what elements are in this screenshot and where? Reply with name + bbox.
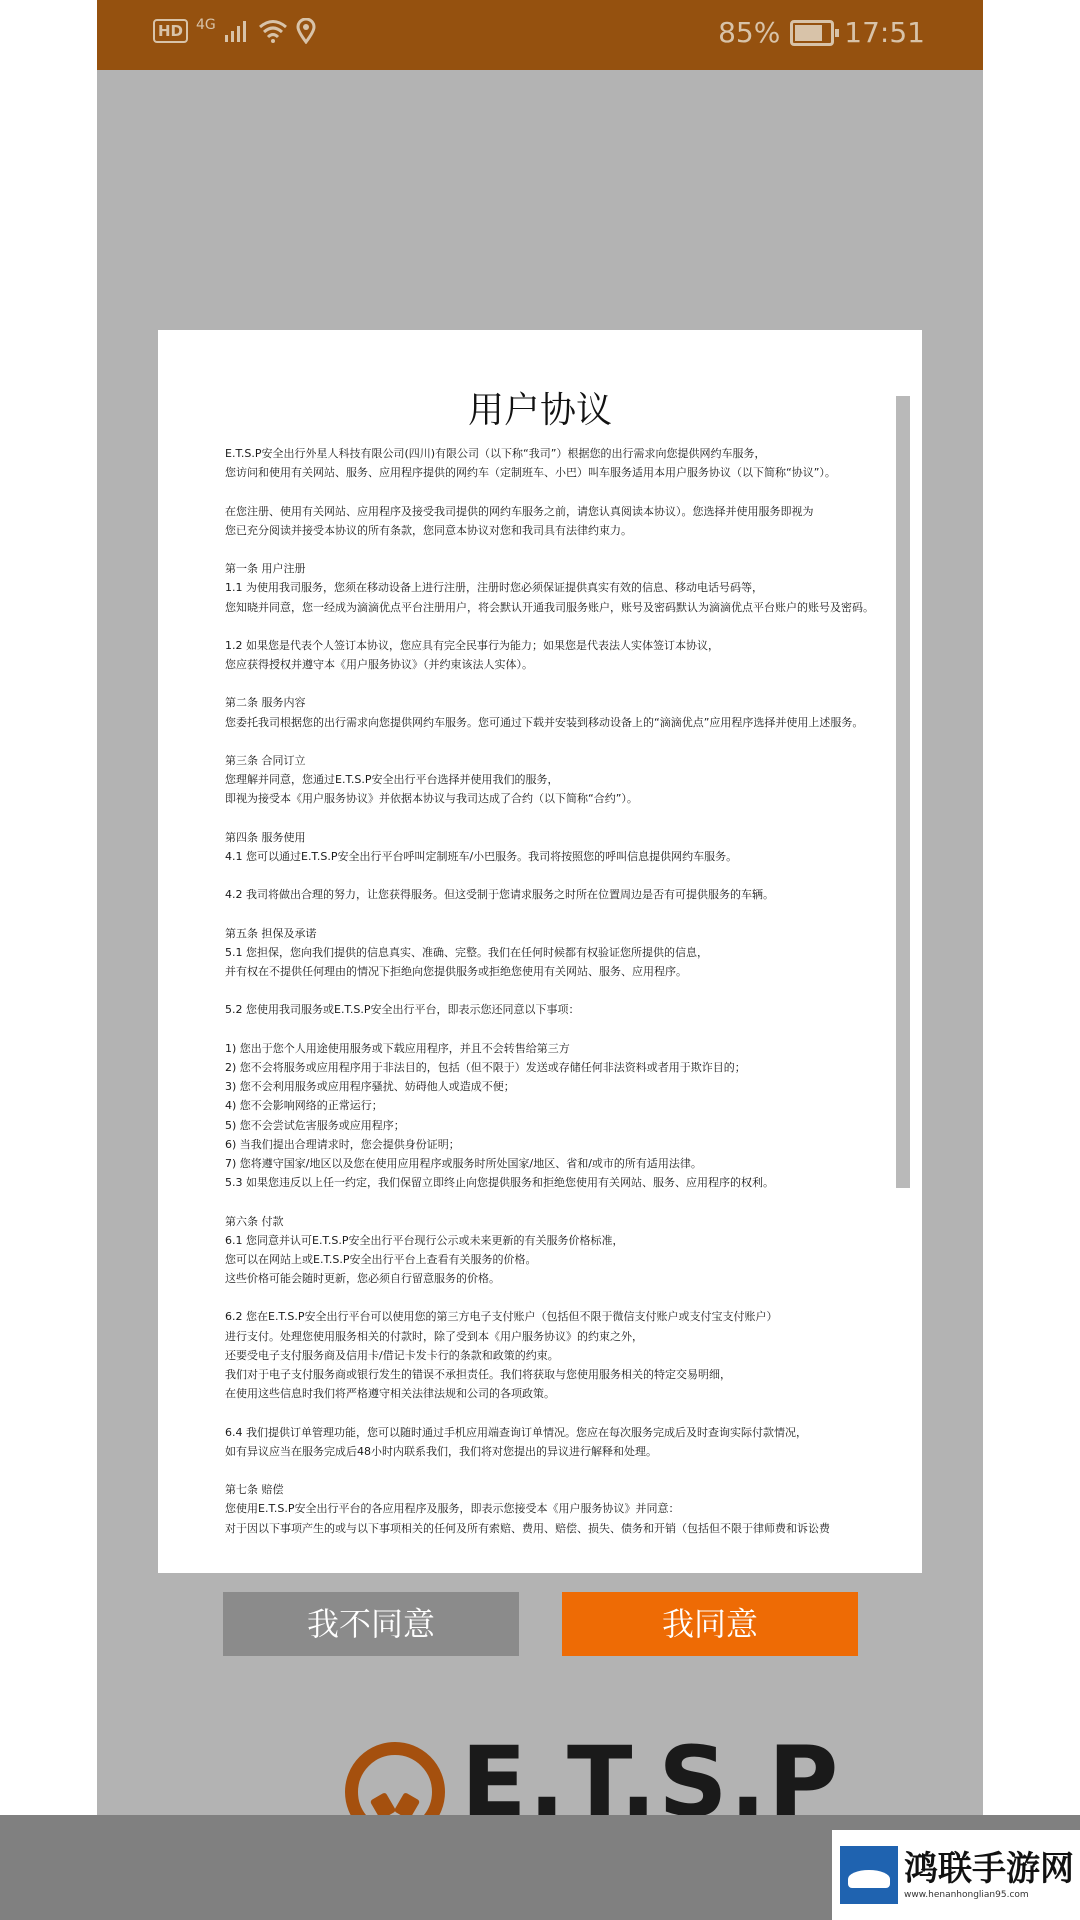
watermark-logo-icon	[840, 1846, 898, 1904]
agreement-line: 4.2 我司将做出合理的努力，让您获得服务。但这受制于您请求服务之时所在位置周边是否有可提供服务的车辆。	[225, 888, 774, 902]
agreement-line	[225, 540, 875, 559]
battery-percent: 85%	[718, 16, 781, 49]
disagree-button[interactable]: 我不同意	[223, 1592, 519, 1656]
agreement-line	[225, 732, 875, 751]
agreement-line	[225, 674, 875, 693]
watermark	[832, 1830, 1080, 1920]
agreement-line: 1) 您出于您个人用途使用服务或下载应用程序，并且不会转售给第三方	[225, 1041, 570, 1055]
agreement-line: 5.1 您担保，您向我们提供的信息真实、准确、完整。我们在任何时候都有权验证您所提供的信息，	[225, 945, 708, 959]
agreement-line: 7) 您将遵守国家/地区以及您在使用应用程序或服务时所处国家/地区、省和/或市的所有适用法律。	[225, 1156, 702, 1170]
agreement-line: 第三条 合同订立	[225, 754, 306, 767]
agreement-line: 您可以在网站上或E.T.S.P安全出行平台上查看有关服务的价格。	[225, 1252, 537, 1266]
agreement-line	[225, 617, 875, 636]
agreement-line: 对于因以下事项产生的或与以下事项相关的任何及所有索赔、费用、赔偿、损失、债务和开销（包括但不限于律师费和诉讼费	[225, 1521, 830, 1535]
agree-button[interactable]: 我同意	[562, 1592, 858, 1656]
agreement-line: 您理解并同意，您通过E.T.S.P安全出行平台选择并使用我们的服务，	[225, 773, 559, 787]
agreement-line: 6.2 您在E.T.S.P安全出行平台可以使用您的第三方电子支付账户（包括但不限于微信支付账户或支付宝支付账户）	[225, 1310, 778, 1324]
agreement-line: 您委托我司根据您的出行需求向您提供网约车服务。您可通过下载并安装到移动设备上的“滴滴优点”应用程序选择并使用上述服务。	[225, 715, 864, 729]
agreement-line: 5.2 您使用我司服务或E.T.S.P安全出行平台，即表示您还同意以下事项：	[225, 1003, 580, 1017]
logo-text: E.T.S.P	[461, 1726, 841, 1815]
agreement-line: 2) 您不会将服务或应用程序用于非法目的，包括（但不限于）发送或存储任何非法资料或者用于欺诈目的；	[225, 1061, 746, 1074]
watermark-text	[904, 1849, 1074, 1901]
agreement-line: 6.1 您同意并认可E.T.S.P安全出行平台现行公示或未来更新的有关服务价格标准，	[225, 1233, 624, 1247]
agreement-line: 还要受电子支付服务商及信用卡/借记卡发卡行的条款和政策的约束。	[225, 1348, 559, 1362]
agreement-line: 如有异议应当在服务完成后48小时内联系我们，我们将对您提出的异议进行解释和处理。	[225, 1444, 657, 1458]
location-icon	[296, 18, 316, 44]
watermark-url: www.henanhonglian95.com	[904, 1890, 1029, 1900]
status-right	[718, 16, 925, 49]
agreement-line	[225, 1192, 875, 1211]
brand-logo	[345, 1726, 841, 1815]
agreement-line: 您已充分阅读并接受本协议的所有条款，您同意本协议对您和我司具有法律约束力。	[225, 523, 632, 537]
clock: 17:51	[844, 16, 925, 49]
status-bar	[97, 0, 983, 70]
agreement-line: 6.4 我们提供订单管理功能，您可以随时通过手机应用端查询订单情况。您应在每次服务完成后及时查询实际付款情况，	[225, 1425, 807, 1439]
logo-mark-icon	[345, 1742, 445, 1815]
agreement-line	[225, 866, 875, 885]
agreement-line: 这些价格可能会随时更新，您必须自行留意服务的价格。	[225, 1272, 500, 1286]
agreement-line: 第五条 担保及承诺	[225, 926, 317, 940]
scrollbar[interactable]	[896, 396, 910, 1188]
agreement-line: 在您注册、使用有关网站、应用程序及接受我司提供的网约车服务之前，请您认真阅读本协议）。您选择并使用服务即视为	[225, 504, 814, 518]
agreement-line: 5.3 如果您违反以上任一约定，我们保留立即终止向您提供服务和拒绝您使用有关网站、服务、应用程序的权利。	[225, 1176, 774, 1190]
agreement-card[interactable]	[158, 330, 922, 1573]
agreement-line: 您访问和使用有关网站、服务、应用程序提供的网约车（定制班车、小巴）叫车服务适用本用户服务协议（以下简称“协议”）。	[225, 466, 836, 480]
agreement-line	[225, 1288, 875, 1307]
agreement-line	[225, 981, 875, 1000]
hd-badge: HD	[153, 19, 188, 43]
wifi-icon	[258, 19, 288, 43]
agreement-line: 我们对于电子支付服务商或银行发生的错误不承担责任。我们将获取与您使用服务相关的特定交易明细，	[225, 1368, 731, 1381]
agreement-line: 您应获得授权并遵守本《用户服务协议》（并约束该法人实体）。	[225, 658, 533, 672]
agreement-line: 5) 您不会尝试危害服务或应用程序；	[225, 1118, 405, 1132]
agreement-title: 用户协议	[467, 390, 612, 431]
network-type: 4G	[196, 17, 216, 33]
watermark-title: 鸿联手游网	[904, 1849, 1074, 1889]
agreement-line: 4.1 您可以通过E.T.S.P安全出行平台呼叫定制班车/小巴服务。我司将按照您的呼叫信息提供网约车服务。	[225, 849, 738, 863]
agreement-line	[225, 905, 875, 924]
agreement-body	[225, 444, 875, 1538]
phone-screen	[97, 0, 983, 1815]
agreement-line: 第二条 服务内容	[225, 696, 306, 710]
agreement-line	[225, 1461, 875, 1480]
signal-icon	[224, 19, 250, 43]
status-left	[153, 18, 316, 44]
agreement-line	[225, 1403, 875, 1422]
agreement-line: 1.1 为使用我司服务，您须在移动设备上进行注册，注册时您必须保证提供真实有效的信息、移动电话号码等，	[225, 581, 763, 595]
agreement-line	[225, 482, 875, 501]
agreement-line: 并有权在不提供任何理由的情况下拒绝向您提供服务或拒绝您使用有关网站、服务、应用程序。	[225, 965, 687, 979]
agreement-line: 您知晓并同意，您一经成为滴滴优点平台注册用户，将会默认开通我司服务账户，账号及密码默认为滴滴优点平台账户的账号及密码。	[225, 600, 874, 614]
agreement-line: 即视为接受本《用户服务协议》并依据本协议与我司达成了合约（以下简称“合约”）。	[225, 792, 638, 806]
battery-icon	[790, 20, 834, 46]
agreement-line: 第四条 服务使用	[225, 830, 306, 844]
agreement-line: 第六条 付款	[225, 1214, 284, 1228]
agreement-line: 您使用E.T.S.P安全出行平台的各应用程序及服务，即表示您接受本《用户服务协议》并同意：	[225, 1502, 680, 1516]
agreement-line: 1.2 如果您是代表个人签订本协议，您应具有完全民事行为能力；如果您是代表法人实体签订本协议，	[225, 638, 719, 652]
agreement-line: 进行支付。处理您使用服务相关的付款时，除了受到本《用户服务协议》的约束之外，	[225, 1329, 643, 1343]
agreement-line: 在使用这些信息时我们将严格遵守相关法律法规和公司的各项政策。	[225, 1387, 555, 1401]
agreement-line: 3) 您不会利用服务或应用程序骚扰、妨碍他人或造成不便；	[225, 1080, 515, 1094]
agreement-line: 6) 当我们提出合理请求时，您会提供身份证明；	[225, 1137, 460, 1151]
agreement-line	[225, 809, 875, 828]
agreement-line: 第七条 赔偿	[225, 1483, 284, 1497]
agreement-line: 第一条 用户注册	[225, 562, 306, 576]
agreement-line: E.T.S.P安全出行外星人科技有限公司(四川)有限公司（以下称“我司”）根据您的出行需求向您提供网约车服务，	[225, 447, 766, 460]
agreement-line: 4) 您不会影响网络的正常运行；	[225, 1099, 383, 1113]
agreement-line	[225, 1020, 875, 1039]
